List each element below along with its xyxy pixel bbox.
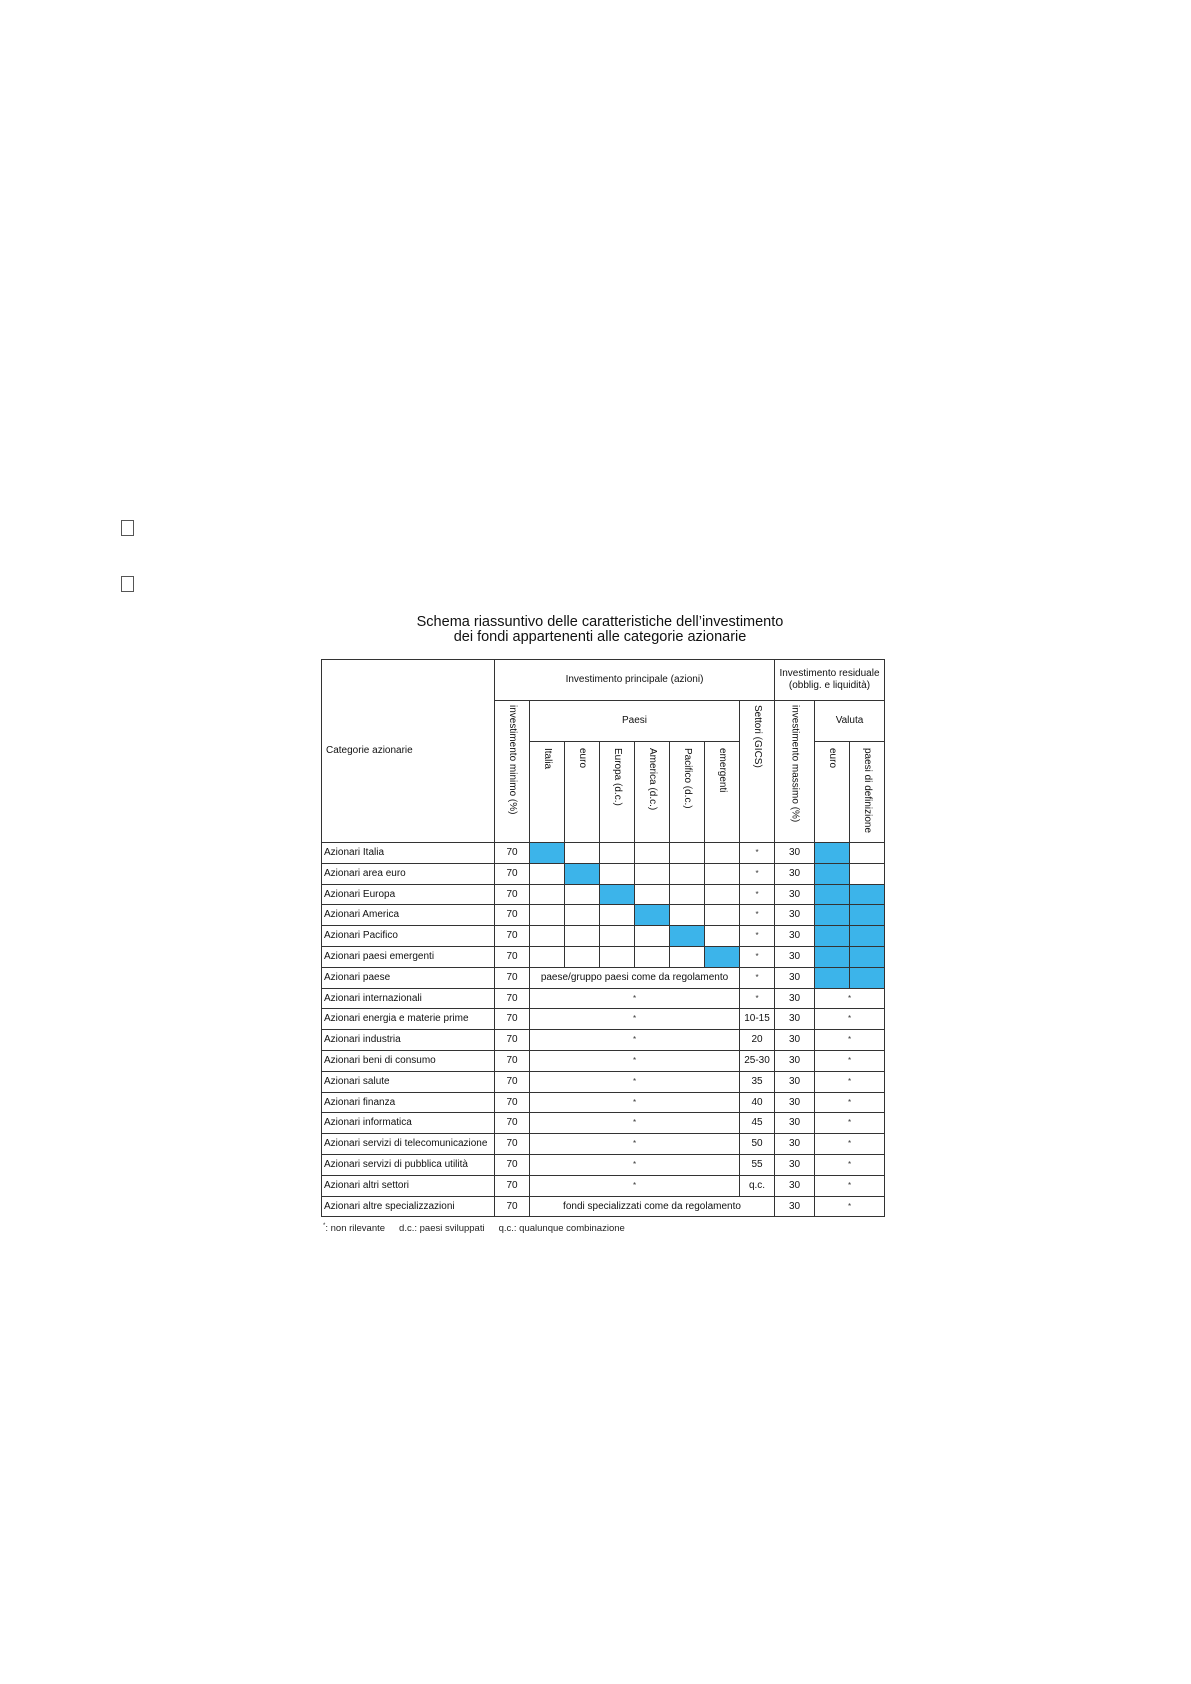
paese-cell [670,946,705,967]
legend-qc: q.c.: qualunque combinazione [498,1223,625,1235]
row-settori: q.c. [740,1175,775,1196]
header-investimento-principale: Investimento principale (azioni) [495,660,775,701]
header-valuta-label: paesi di definizione [862,748,873,834]
valuta-paesi-cell [850,926,885,947]
checkbox-2[interactable] [121,576,134,592]
marker: * [755,931,759,941]
row-min: 70 [495,1134,530,1155]
marker: * [632,1055,637,1065]
header-paese-label: America (d.c.) [647,748,658,811]
marker: * [632,1180,637,1190]
header-paese-label: Pacifico (d.c.) [682,748,693,809]
paese-cell [635,863,670,884]
row-min: 70 [495,1050,530,1071]
header-settori [740,701,775,843]
row-valuta [815,1071,885,1092]
row-paesi [530,1134,740,1155]
table-title-line2: dei fondi appartenenti alle categorie azionarie [453,629,747,645]
table-row [322,926,885,947]
paese-cell [565,884,600,905]
row-settori [740,967,775,988]
marker: * [632,1159,637,1169]
valuta-paesi-cell [850,863,885,884]
valuta-euro-cell [815,946,850,967]
valuta-paesi-cell [850,967,885,988]
row-min: 70 [495,905,530,926]
paese-cell [600,863,635,884]
valuta-euro-cell [815,905,850,926]
row-paesi [530,1154,740,1175]
table-row [322,1134,885,1155]
row-settori [740,843,775,864]
row-max: 30 [775,1113,815,1134]
row-valuta [815,1134,885,1155]
table-title [300,615,900,645]
valuta-euro-cell [815,843,850,864]
table-row [322,843,885,864]
row-category: Azionari beni di consumo [322,1050,495,1071]
paese-cell [565,926,600,947]
table-title-line1: Schema riassuntivo delle caratteristiche dell’investimento [416,614,784,630]
paese-cell [530,946,565,967]
paese-cell [670,905,705,926]
checkbox-1[interactable] [121,520,134,536]
marker: * [755,868,759,878]
paese-cell [565,905,600,926]
marker: * [847,1055,852,1065]
paese-cell [705,863,740,884]
row-valuta [815,1154,885,1175]
marker: * [847,1180,852,1190]
table-row [322,1092,885,1113]
marker: * [755,972,759,982]
legend-dc: d.c.: paesi sviluppati [399,1223,485,1235]
paese-cell [635,946,670,967]
row-category: Azionari paese [322,967,495,988]
header-investimento-minimo [495,701,530,843]
row-settori: 35 [740,1071,775,1092]
valuta-euro-cell [815,926,850,947]
row-category: Azionari industria [322,1030,495,1051]
table-row [322,1050,885,1071]
paese-cell [530,884,565,905]
row-max: 30 [775,884,815,905]
row-max: 30 [775,905,815,926]
row-min: 70 [495,1175,530,1196]
header-paese-col [600,742,635,843]
row-valuta [815,1196,885,1217]
row-category: Azionari area euro [322,863,495,884]
paese-cell [705,843,740,864]
marker: * [847,993,852,1003]
table-row [322,1113,885,1134]
marker: * [755,993,759,1003]
row-category: Azionari energia e materie prime [322,1009,495,1030]
marker: * [847,1097,852,1107]
row-settori [740,926,775,947]
marker: * [632,993,637,1003]
row-paesi [530,1071,740,1092]
marker: * [632,1118,637,1128]
paese-cell [635,884,670,905]
paese-cell [600,946,635,967]
paese-cell [600,884,635,905]
row-category: Azionari finanza [322,1092,495,1113]
row-max: 30 [775,946,815,967]
row-category: Azionari internazionali [322,988,495,1009]
row-settori: 40 [740,1092,775,1113]
row-paesi [530,1030,740,1051]
row-category: Azionari Europa [322,884,495,905]
row-max: 30 [775,967,815,988]
row-settori [740,905,775,926]
marker: * [847,1139,852,1149]
paese-cell [565,863,600,884]
row-min: 70 [495,1092,530,1113]
marker: * [632,1014,637,1024]
row-max: 30 [775,1134,815,1155]
row-max: 30 [775,988,815,1009]
table-row [322,967,885,988]
row-category: Azionari informatica [322,1113,495,1134]
row-max: 30 [775,863,815,884]
row-settori: 45 [740,1113,775,1134]
row-min: 70 [495,1030,530,1051]
table-row [322,1196,885,1217]
row-span-text: fondi specializzati come da regolamento [530,1196,775,1217]
header-paese-label: Italia [542,748,553,770]
header-paese-label: Europa (d.c.) [612,748,623,806]
header-paesi: Paesi [530,701,740,742]
row-valuta [815,1050,885,1071]
row-paesi [530,1175,740,1196]
paese-cell [530,905,565,926]
row-settori: 10-15 [740,1009,775,1030]
row-min: 70 [495,843,530,864]
paese-cell [670,843,705,864]
table-row [322,863,885,884]
header-paese-col [705,742,740,843]
row-max: 30 [775,1030,815,1051]
header-paese-col [565,742,600,843]
paese-cell [530,843,565,864]
row-max: 30 [775,1154,815,1175]
row-max: 30 [775,1050,815,1071]
row-category: Azionari salute [322,1071,495,1092]
valuta-euro-cell [815,884,850,905]
row-valuta [815,1175,885,1196]
row-min: 70 [495,1071,530,1092]
row-paesi [530,1050,740,1071]
row-min: 70 [495,926,530,947]
row-min: 70 [495,1196,530,1217]
header-valuta-col [815,742,850,843]
header-investimento-minimo-label: investimento minimo (%) [507,705,518,815]
row-max: 30 [775,843,815,864]
table-row [322,988,885,1009]
marker: * [755,848,759,857]
paese-cell [670,884,705,905]
marker: * [632,1097,637,1107]
paese-cell [705,905,740,926]
header-valuta-label: euro [827,748,838,769]
paese-cell [670,863,705,884]
header-paese-col [635,742,670,843]
row-settori: 55 [740,1154,775,1175]
row-settori: 25-30 [740,1050,775,1071]
row-paesi [530,988,740,1009]
marker: * [847,1076,852,1086]
header-valuta: Valuta [815,701,885,742]
row-category: Azionari America [322,905,495,926]
header-residuale-line1: Investimento residuale [779,668,880,679]
marker: * [847,1159,852,1169]
paese-cell [705,884,740,905]
header-valuta-col [850,742,885,843]
row-min: 70 [495,946,530,967]
paese-cell [565,843,600,864]
paese-cell [530,926,565,947]
row-min: 70 [495,1009,530,1030]
row-category: Azionari altri settori [322,1175,495,1196]
table-row [322,1154,885,1175]
paese-cell [635,843,670,864]
table-row [322,946,885,967]
marker: * [632,1035,637,1045]
valuta-paesi-cell [850,905,885,926]
valuta-euro-cell [815,967,850,988]
row-settori [740,884,775,905]
legend-non-rilevante: : non rilevante [325,1223,386,1235]
row-max: 30 [775,1071,815,1092]
row-paesi [530,1009,740,1030]
paese-cell [600,905,635,926]
row-category: Azionari paesi emergenti [322,946,495,967]
row-valuta [815,1092,885,1113]
paese-cell [635,905,670,926]
row-paesi [530,1092,740,1113]
row-max: 30 [775,1092,815,1113]
header-residuale-line2: (obblig. e liquidità) [788,680,871,691]
row-valuta [815,1113,885,1134]
row-category: Azionari Italia [322,843,495,864]
paese-cell [635,926,670,947]
summary-table [321,659,885,1217]
paese-cell [600,843,635,864]
marker: * [847,1118,852,1128]
paese-cell [530,863,565,884]
marker: * [847,1035,852,1045]
row-min: 70 [495,967,530,988]
row-valuta [815,988,885,1009]
row-min: 70 [495,863,530,884]
row-min: 70 [495,884,530,905]
marker: * [847,1201,852,1211]
row-max: 30 [775,1196,815,1217]
header-paese-col [670,742,705,843]
row-paesi [530,1113,740,1134]
row-category: Azionari altre specializzazioni [322,1196,495,1217]
row-valuta [815,1030,885,1051]
table-row [322,905,885,926]
table-row [322,1009,885,1030]
header-investimento-massimo-label: investimento massimo (%) [789,705,801,823]
row-min: 70 [495,1113,530,1134]
table-row [322,1175,885,1196]
paese-cell [600,926,635,947]
row-span-text: paese/gruppo paesi come da regolamento [530,967,740,988]
header-settori-label: Settori (GICS) [752,705,763,768]
valuta-paesi-cell [850,946,885,967]
marker: * [755,951,759,961]
row-category: Azionari Pacifico [322,926,495,947]
paese-cell [705,946,740,967]
paese-cell [565,946,600,967]
row-category: Azionari servizi di telecomunicazione [322,1134,495,1155]
marker: * [632,1139,637,1149]
row-settori [740,863,775,884]
row-valuta [815,1009,885,1030]
valuta-paesi-cell [850,884,885,905]
row-max: 30 [775,926,815,947]
table-row [322,1071,885,1092]
marker: * [755,910,759,920]
legend-marker: * [323,1223,326,1229]
header-paese-label: emergenti [717,748,728,793]
header-investimento-residuale [775,660,885,701]
valuta-euro-cell [815,863,850,884]
row-settori [740,946,775,967]
row-max: 30 [775,1009,815,1030]
table-row [322,1030,885,1051]
paese-cell [705,926,740,947]
marker: * [755,889,759,899]
row-category: Azionari servizi di pubblica utilità [322,1154,495,1175]
header-paese-col [530,742,565,843]
row-settori: 50 [740,1134,775,1155]
table-row [322,884,885,905]
header-paese-label: euro [577,748,588,769]
header-investimento-massimo [775,701,815,843]
paese-cell [670,926,705,947]
legend [323,1223,625,1234]
valuta-paesi-cell [850,843,885,864]
marker: * [632,1076,637,1086]
row-settori: 20 [740,1030,775,1051]
header-categorie: Categorie azionarie [322,660,495,843]
marker: * [847,1014,852,1024]
row-max: 30 [775,1175,815,1196]
row-min: 70 [495,1154,530,1175]
row-min: 70 [495,988,530,1009]
row-settori [740,988,775,1009]
